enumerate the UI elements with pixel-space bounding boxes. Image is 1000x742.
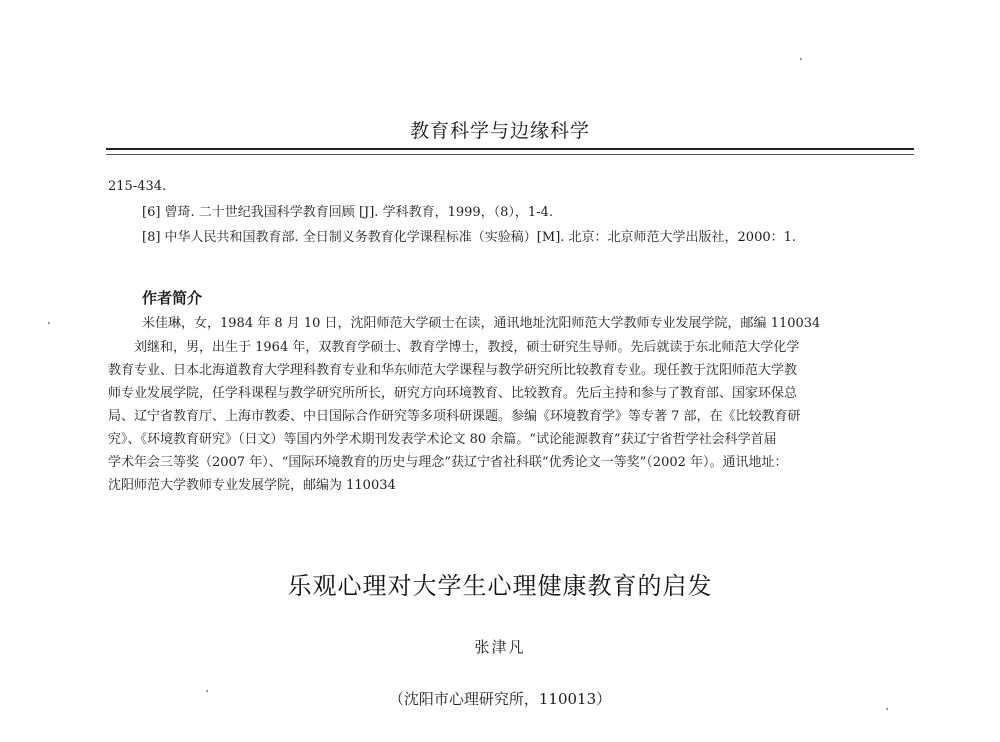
author-bio-heading: 作者简介 <box>142 289 203 307</box>
bio-line: 教育专业、日本北海道教育大学理科教育专业和华东师范大学课程与教学研究所比较教育专业。现任教于沈阳师范大学教 <box>108 363 798 378</box>
scan-speck <box>48 322 50 324</box>
bio-line: 师专业发展学院，任学科课程与教学研究所所长，研究方向环境教育、比较教育。先后主持和参与了教育部、国家环保总 <box>108 386 798 401</box>
article-author: 张津凡 <box>474 638 526 656</box>
reference-item-8: [8] 中华人民共和国教育部. 全日制义务教育化学课程标准（实验稿）[M]. 北京：北京师范大学出版社，2000：1. <box>142 230 797 245</box>
bio-line: 局、辽宁省教育厅、上海市教委、中日国际合作研究等多项科研课题。参编《环境教育学》等专著 7 部，在《比较教育研 <box>108 409 801 424</box>
author-bio-first: 米佳琳，女，1984 年 8 月 10 日，沈阳师范大学硕士在读，通讯地址沈阳师范大学教师专业发展学院，邮编 110034 <box>142 316 821 331</box>
article-affiliation: （沈阳市心理研究所，110013） <box>388 690 612 708</box>
running-head: 教育科学与边缘科学 <box>409 120 590 142</box>
scan-speck <box>800 58 802 60</box>
article-title: 乐观心理对大学生心理健康教育的启发 <box>287 572 713 600</box>
bio-line: 沈阳师范大学教师专业发展学院，邮编为 110034 <box>108 478 396 493</box>
bio-line: 学术年会三等奖（2007 年）、“国际环境教育的历史与理念”获辽宁省社科联“优秀论文一等奖”（2002 年）。通讯地址： <box>108 455 788 470</box>
bio-line: 刘继和，男，出生于 1964 年，双教育学硕士、教育学博士，教授，硕士研究生导师。先后就读于东北师范大学化学 <box>108 340 800 355</box>
reference-item-6: [6] 曾琦. 二十世纪我国科学教育回顾 [J]. 学科教育，1999，（8），1-4. <box>142 205 553 220</box>
scan-speck <box>206 690 208 692</box>
scan-speck <box>886 708 888 710</box>
reference-continued-line: 215-434. <box>108 179 167 194</box>
header-rule-thin <box>106 154 914 155</box>
bio-line: 究》、《环境教育研究》（日文）等国内外学术期刊发表学术论文 80 余篇。“试论能源教育”获辽宁省哲学社会科学首届 <box>108 432 777 447</box>
header-rule-thick <box>106 148 914 150</box>
